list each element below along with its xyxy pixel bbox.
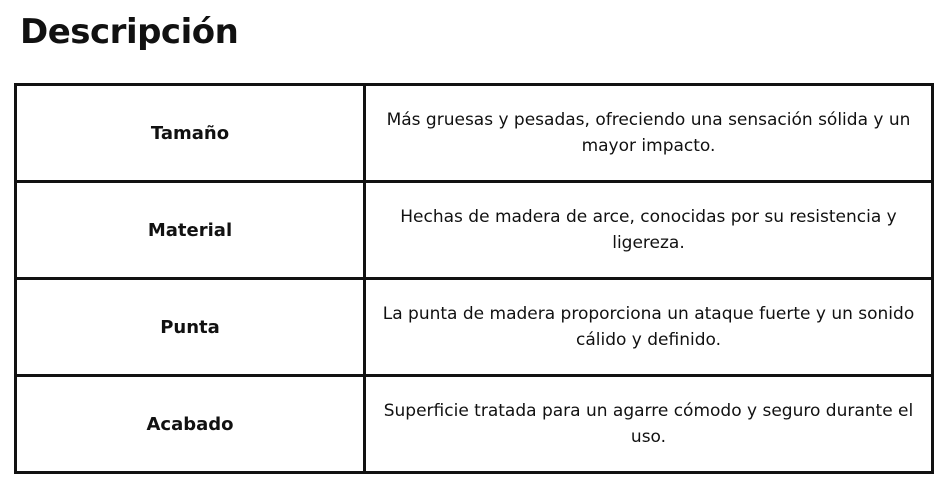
table-row [16,279,933,376]
row-value: Superficie tratada para un agarre cómodo y seguro durante el uso. [365,376,933,473]
row-value: La punta de madera proporciona un ataque fuerte y un sonido cálido y definido. [365,279,933,376]
description-table [14,83,934,474]
row-label: Tamaño [16,85,365,182]
row-value: Hechas de madera de arce, conocidas por su resistencia y ligereza. [365,182,933,279]
row-value: Más gruesas y pesadas, ofreciendo una sensación sólida y un mayor impacto. [365,85,933,182]
table-row [16,85,933,182]
row-label: Punta [16,279,365,376]
row-label: Acabado [16,376,365,473]
table-row [16,376,933,473]
row-label: Material [16,182,365,279]
table-row [16,182,933,279]
page-title: Descripción [20,12,239,52]
